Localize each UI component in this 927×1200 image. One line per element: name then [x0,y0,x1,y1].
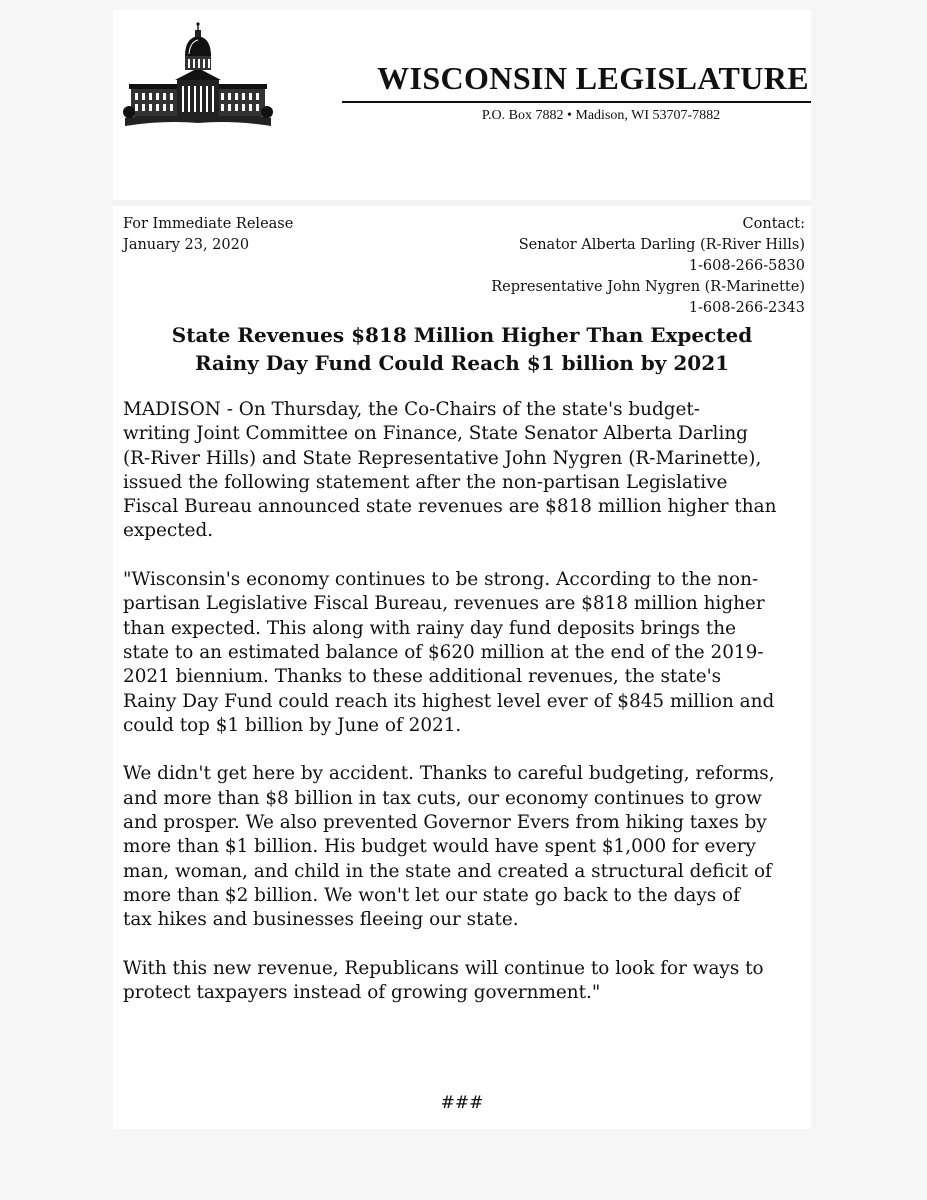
release-date: January 23, 2020 [123,237,250,253]
body-paragraph [123,957,813,1006]
text-line: 2021 biennium. Thanks to these additional revenues, the state's [123,666,722,688]
text-line: protect taxpayers instead of growing government." [123,982,601,1004]
end-mark: ### [440,1093,484,1113]
organization-name: WISCONSIN LEGISLATURE [377,60,809,96]
press-release-page [113,10,811,1129]
text-line: than expected. This along with rainy day fund deposits brings the [123,617,736,639]
contact-phone: 1-608-266-2343 [688,300,805,316]
header-divider [113,200,811,206]
headline [113,321,811,377]
text-line: We didn't get here by accident. Thanks to careful budgeting, reforms, [123,763,775,785]
text-line: writing Joint Committee on Finance, State Senator Alberta Darling [123,423,748,445]
text-line: and prosper. We also prevented Governor Evers from hiking taxes by [123,812,767,834]
text-line: "Wisconsin's economy continues to be strong. According to the non- [123,569,759,591]
body-paragraph [123,568,813,738]
letterhead-rule [342,101,811,103]
contact-phone: 1-608-266-5830 [688,258,805,274]
text-line: and more than $8 billion in tax cuts, our economy continues to grow [123,787,762,809]
text-line: could top $1 billion by June of 2021. [123,714,462,736]
text-line: state to an estimated balance of $620 million at the end of the 2019- [123,641,764,663]
release-label: For Immediate Release [123,216,294,232]
text-line: MADISON - On Thursday, the Co-Chairs of the state's budget- [123,399,701,420]
headline-line: Rainy Day Fund Could Reach $1 billion by 2021 [194,351,730,375]
contact-name: Representative John Nygren (R-Marinette) [491,279,805,295]
text-line: more than $2 billion. We won't let our state go back to the days of [123,884,740,906]
headline-line: State Revenues $818 Million Higher Than Expected [171,323,753,347]
release-body [123,398,813,1030]
text-line: partisan Legislative Fiscal Bureau, revenues are $818 million higher [123,593,765,615]
text-line: issued the following statement after the non-partisan Legislative [123,471,728,493]
text-line: (R-River Hills) and State Representative John Nygren (R-Marinette), [123,447,762,469]
text-line: With this new revenue, Republicans will continue to look for ways to [123,957,764,979]
text-line: tax hikes and businesses fleeing our state. [123,909,519,931]
organization-address: P.O. Box 7882 • Madison, WI 53707-7882 [481,108,721,123]
contact-label: Contact: [742,216,805,232]
text-line: Fiscal Bureau announced state revenues are $818 million higher than [123,496,777,518]
text-line: more than $1 billion. His budget would have spent $1,000 for every [123,836,756,858]
text-line: man, woman, and child in the state and created a structural deficit of [123,860,772,882]
body-paragraph [123,398,813,544]
text-line: expected. [123,520,214,542]
contact-info [491,214,805,319]
letterhead [113,10,811,196]
body-paragraph [123,762,813,932]
text-line: Rainy Day Fund could reach its highest level ever of $845 million and [123,690,775,712]
capitol-building-icon [123,22,273,132]
contact-name: Senator Alberta Darling (R-River Hills) [518,237,805,253]
release-info [123,214,293,256]
